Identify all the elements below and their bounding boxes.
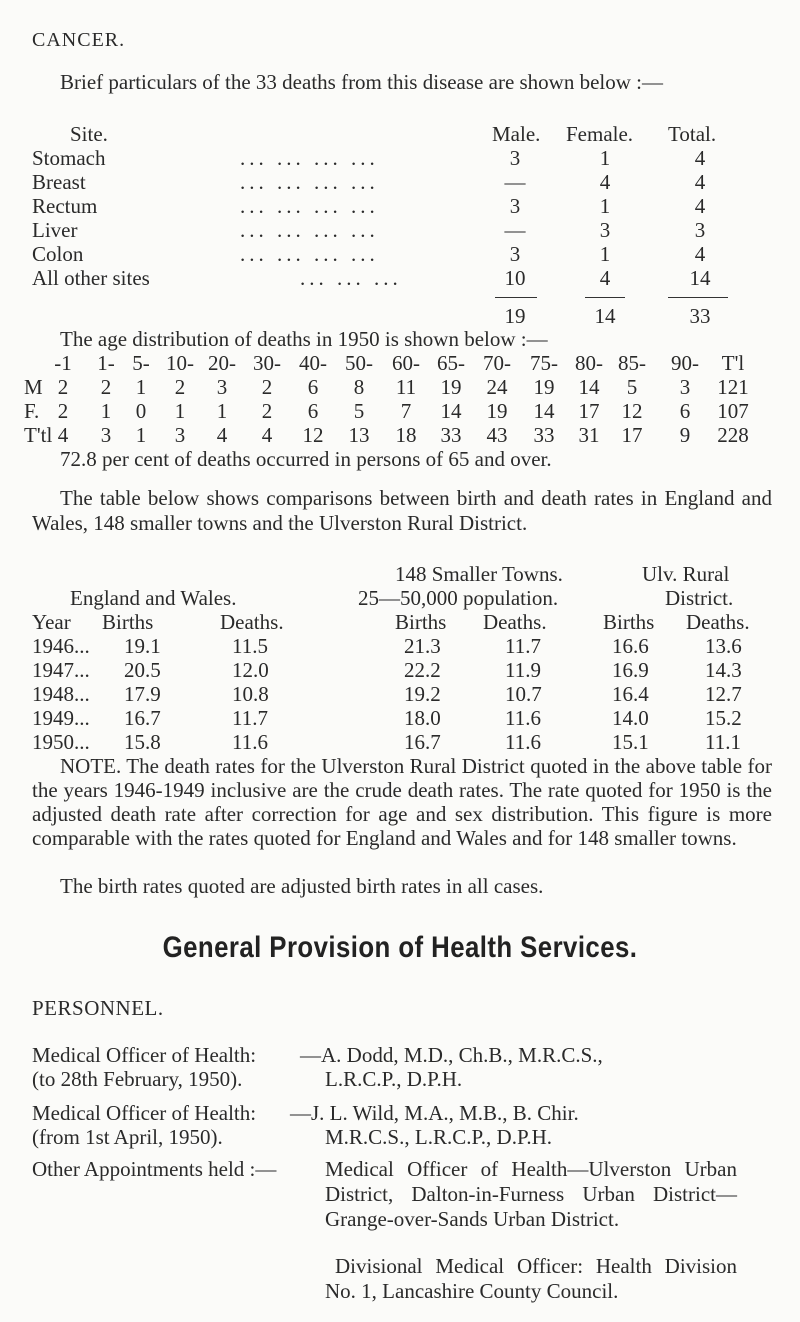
mo-quals: L.R.C.P., D.P.H. (325, 1067, 463, 1091)
age-count: 19 (533, 375, 555, 399)
st-births: 18.0 (404, 706, 441, 730)
age-band: 50- (345, 351, 373, 375)
age-count: 4 (216, 423, 228, 447)
age-count: 2 (174, 375, 186, 399)
male-count: 3 (509, 194, 521, 218)
age-count: 3 (679, 375, 691, 399)
st-deaths: 11.6 (505, 706, 541, 730)
age-count: 19 (440, 375, 462, 399)
female-count: 4 (599, 170, 611, 194)
year-cell: 1948... (32, 682, 90, 706)
female-count: 1 (599, 146, 611, 170)
age-band: 40- (299, 351, 327, 375)
ew-deaths: 10.8 (232, 682, 269, 706)
age-count: 12 (302, 423, 324, 447)
row-label: M (24, 375, 43, 399)
ur-deaths: 15.2 (705, 706, 742, 730)
site-header: Site. (70, 122, 108, 146)
ew-births: 15.8 (124, 730, 161, 754)
ur-births: 14.0 (612, 706, 649, 730)
age-count: 0 (135, 399, 147, 423)
age-count: 2 (261, 375, 273, 399)
group-england-wales: England and Wales. (70, 586, 237, 610)
age-band: 65- (437, 351, 465, 375)
age-band: T'l (721, 351, 745, 375)
ew-deaths: 11.5 (232, 634, 268, 658)
ew-births: 20.5 (124, 658, 161, 682)
age-count: 24 (486, 375, 508, 399)
ur-births: 16.9 (612, 658, 649, 682)
age-count: 121 (717, 375, 749, 399)
mo2-name: —J. L. Wild, M.A., M.B., B. Chir. (290, 1101, 579, 1125)
year-cell: 1946... (32, 634, 90, 658)
total-count: 4 (694, 170, 706, 194)
age-band: 85- (618, 351, 646, 375)
year-cell: 1949... (32, 706, 90, 730)
age-count: 17 (621, 423, 643, 447)
age-band: 1- (97, 351, 115, 375)
age-count: 6 (307, 399, 319, 423)
age-count: 13 (348, 423, 370, 447)
age-count: 17 (578, 399, 600, 423)
total-rule (495, 297, 537, 298)
age-count: 3 (174, 423, 186, 447)
age-count: 1 (100, 399, 112, 423)
age-count: 8 (353, 375, 365, 399)
age-count: 228 (717, 423, 749, 447)
age-count: 1 (174, 399, 186, 423)
grand-total: 33 (689, 304, 711, 328)
total-count: 4 (694, 194, 706, 218)
age-count: 2 (261, 399, 273, 423)
ew-deaths: 11.7 (232, 706, 268, 730)
age-count: 4 (57, 423, 69, 447)
site-name: All other sites (32, 266, 150, 290)
ur-births: 16.4 (612, 682, 649, 706)
row-label: F. (24, 399, 40, 423)
ur-deaths: 14.3 (705, 658, 742, 682)
age-count: 4 (261, 423, 273, 447)
total-rule (668, 297, 728, 298)
col-year: Year (32, 610, 71, 634)
ur-deaths: 11.1 (705, 730, 741, 754)
age-count: 3 (100, 423, 112, 447)
section-title: CANCER. (32, 29, 126, 51)
mo2-label: Medical Officer of Health: (32, 1101, 257, 1125)
site-name: Stomach (32, 146, 106, 170)
intro-text: Brief particulars of the 33 deaths from this disease are shown below :— (60, 70, 664, 94)
female-count: 1 (599, 242, 611, 266)
age-count: 31 (578, 423, 600, 447)
age-band: 5- (132, 351, 150, 375)
age-band: 10- (166, 351, 194, 375)
col-births: Births (603, 610, 655, 634)
male-header: Male. (492, 122, 541, 146)
age-count: 14 (578, 375, 600, 399)
male-count: — (504, 218, 526, 242)
ur-births: 16.6 (612, 634, 649, 658)
document-page: CANCER. Brief particulars of the 33 deaths from this disease are shown below :— Site. Male. Female. Total. Stomach ... ... ... ... 3 1 4 Breast ... ... ... ... — 4 4 Rectum ... ... ... ... 3 1 4 Liver ... ... ... ... — 3 3 Colon ... ... ... ... 3 1 4 All other sites ... ... ... 10 4 14 19 14 33 The age distribution of deaths in 1950 is shown below :— -1 1- 5- 10- 20- 30- 40- 50- 60- 65- 70- 75- 80- 85- 90- T'l M 2 2 1 2 3 2 6 8 11 19 24 19 14 5 3 121 F. 2 1 0 1 1 2 6 5 7 14 19 14 17 12 6 107 T'tl 4 3 1 3 4 4 12 13 18 33 43 33 31 17 9 228 72.8 per cent of deaths occurred in persons of 65 and over. The table below shows comparisons between birth and death rates in England and Wales, 148 smaller towns and the Ulverston Rural District. 148 Smaller Towns. Ulv. Rural England and Wales. 25—50,000 population. District. Year Births Deaths. Births Deaths. Births Deaths. 1946... 19.1 11.5 21.3 11.7 16.6 13.6 1947... 20.5 12.0 22.2 11.9 16.9 14.3 1948... 17.9 10.8 19.2 10.7 16.4 12.7 1949... 16.7 11.7 18.0 11.6 14.0 15.2 1950... 15.8 11.6 16.7 11.6 15.1 11.1 NOTE. The death rates for the Ulverston Rural District quoted in the above table for the years 1946-1949 inclusive are the crude death rates. The rate quoted for 1950 is the adjusted death rate after correction for age and sex distribution. This figure is more comparable with the rates quoted for England and Wales and for 148 smaller towns. The birth rates quoted are adjusted birth rates in all cases. General Provision of Health Services. PERSONNEL. Medical Officer of Health: —A. Dodd, M.D., Ch.B., M.R.C.S., (to 28th February, 1950). L.R.C.P., D.P.H. Medical Officer of Health: —J. L. Wild, M.A., M.B., B. Chir. (from 1st April, 1950). M.R.C.S., L.R.C.P., D.P.H. Other Appointments held :— Medical Officer of Health—Ulverston Urban District, Dalton-in-Furness Urban District—Grange-over-Sands Urban District. Divisional Medical Officer: Health Division No. 1, Lancashire County Council. (24, 29, 772, 1303)
male-count: — (504, 170, 526, 194)
group-district: District. (665, 586, 734, 610)
age-band: 90- (671, 351, 699, 375)
age-count: 2 (57, 399, 69, 423)
ew-births: 17.9 (124, 682, 161, 706)
female-header: Female. (566, 122, 634, 146)
age-count: 5 (626, 375, 638, 399)
ew-deaths: 12.0 (232, 658, 269, 682)
age-band: 30- (253, 351, 281, 375)
mo-label: Medical Officer of Health: (32, 1043, 257, 1067)
general-heading: General Provision of Health Services. (162, 931, 638, 964)
age-count: 14 (440, 399, 462, 423)
age-count: 2 (57, 375, 69, 399)
other-appointments: Medical Officer of Health—Ulverston Urban District, Dalton-in-Furness Urban District—Grange-over-Sands Urban District. (325, 1157, 737, 1231)
ew-births: 19.1 (124, 634, 161, 658)
age-note: 72.8 per cent of deaths occurred in persons of 65 and over. (60, 447, 552, 471)
site-name: Breast (32, 170, 86, 194)
ur-deaths: 12.7 (705, 682, 742, 706)
age-band: -1 (54, 351, 72, 375)
row-label: T'tl (24, 423, 53, 447)
year-cell: 1950... (32, 730, 90, 754)
ur-births: 15.1 (612, 730, 649, 754)
st-deaths: 10.7 (505, 682, 542, 706)
group-population: 25—50,000 population. (358, 586, 559, 610)
female-count: 3 (599, 218, 611, 242)
mo-period: (to 28th February, 1950). (32, 1067, 243, 1091)
site-name: Liver (32, 218, 78, 242)
female-count: 4 (599, 266, 611, 290)
total-count: 4 (694, 146, 706, 170)
total-count: 4 (694, 242, 706, 266)
female-total: 14 (594, 304, 616, 328)
st-deaths: 11.6 (505, 730, 541, 754)
age-count: 5 (353, 399, 365, 423)
age-count: 33 (440, 423, 462, 447)
year-cell: 1947... (32, 658, 90, 682)
mo2-quals: M.R.C.S., L.R.C.P., D.P.H. (325, 1125, 552, 1149)
age-count: 18 (395, 423, 417, 447)
age-count: 12 (621, 399, 643, 423)
group-ulv-rural: Ulv. Rural (642, 562, 730, 586)
st-births: 16.7 (404, 730, 441, 754)
age-count: 6 (679, 399, 691, 423)
ew-births: 16.7 (124, 706, 161, 730)
age-count: 11 (395, 375, 417, 399)
st-deaths: 11.9 (505, 658, 541, 682)
col-deaths: Deaths. (483, 610, 547, 634)
age-count: 9 (679, 423, 691, 447)
age-band: 75- (530, 351, 558, 375)
birth-rate-note: The birth rates quoted are adjusted birth rates in all cases. (60, 874, 544, 898)
ew-deaths: 11.6 (232, 730, 268, 754)
age-count: 14 (533, 399, 555, 423)
age-count: 33 (533, 423, 555, 447)
male-count: 10 (504, 266, 526, 290)
age-count: 2 (100, 375, 112, 399)
age-count: 3 (216, 375, 228, 399)
age-count: 19 (486, 399, 508, 423)
col-births: Births (395, 610, 447, 634)
site-name: Colon (32, 242, 84, 266)
ur-deaths: 13.6 (705, 634, 742, 658)
col-births: Births (102, 610, 154, 634)
st-births: 21.3 (404, 634, 441, 658)
age-intro: The age distribution of deaths in 1950 is shown below :— (60, 327, 548, 351)
death-rate-note: NOTE. The death rates for the Ulverston Rural District quoted in the above table for the years 1946-1949 inclusive are the crude death rates. The rate quoted for 1950 is the adjusted death rate after correction for age and sex distribution. This figure is more comparable with the rates quoted for England and Wales and for 148 smaller towns. (32, 754, 772, 850)
age-count: 43 (486, 423, 508, 447)
total-count: 14 (689, 266, 711, 290)
female-count: 1 (599, 194, 611, 218)
male-count: 3 (509, 146, 521, 170)
st-births: 22.2 (404, 658, 441, 682)
personnel-heading: PERSONNEL. (32, 996, 164, 1020)
mo-name: —A. Dodd, M.D., Ch.B., M.R.C.S., (300, 1043, 603, 1067)
age-count: 7 (400, 399, 412, 423)
age-count: 6 (307, 375, 319, 399)
total-rule (585, 297, 625, 298)
age-count: 1 (135, 423, 147, 447)
age-band: 80- (575, 351, 603, 375)
total-header: Total. (668, 122, 717, 146)
total-count: 3 (694, 218, 706, 242)
male-count: 3 (509, 242, 521, 266)
age-count: 1 (216, 399, 228, 423)
group-smaller-towns: 148 Smaller Towns. (395, 562, 563, 586)
other-label: Other Appointments held :— (32, 1157, 277, 1181)
st-deaths: 11.7 (505, 634, 541, 658)
compare-intro: The table below shows comparisons between birth and death rates in England and Wales, 148 smaller towns and the Ulverston Rural District. (32, 486, 772, 535)
age-band: 20- (208, 351, 236, 375)
col-deaths: Deaths. (686, 610, 750, 634)
age-count: 107 (717, 399, 749, 423)
age-count: 1 (135, 375, 147, 399)
male-total: 19 (504, 304, 526, 328)
mo2-period: (from 1st April, 1950). (32, 1125, 223, 1149)
col-deaths: Deaths. (220, 610, 284, 634)
site-name: Rectum (32, 194, 98, 218)
st-births: 19.2 (404, 682, 441, 706)
age-band: 70- (483, 351, 511, 375)
divisional-officer: Divisional Medical Officer: Health Division No. 1, Lancashire County Council. (325, 1254, 737, 1303)
age-band: 60- (392, 351, 420, 375)
